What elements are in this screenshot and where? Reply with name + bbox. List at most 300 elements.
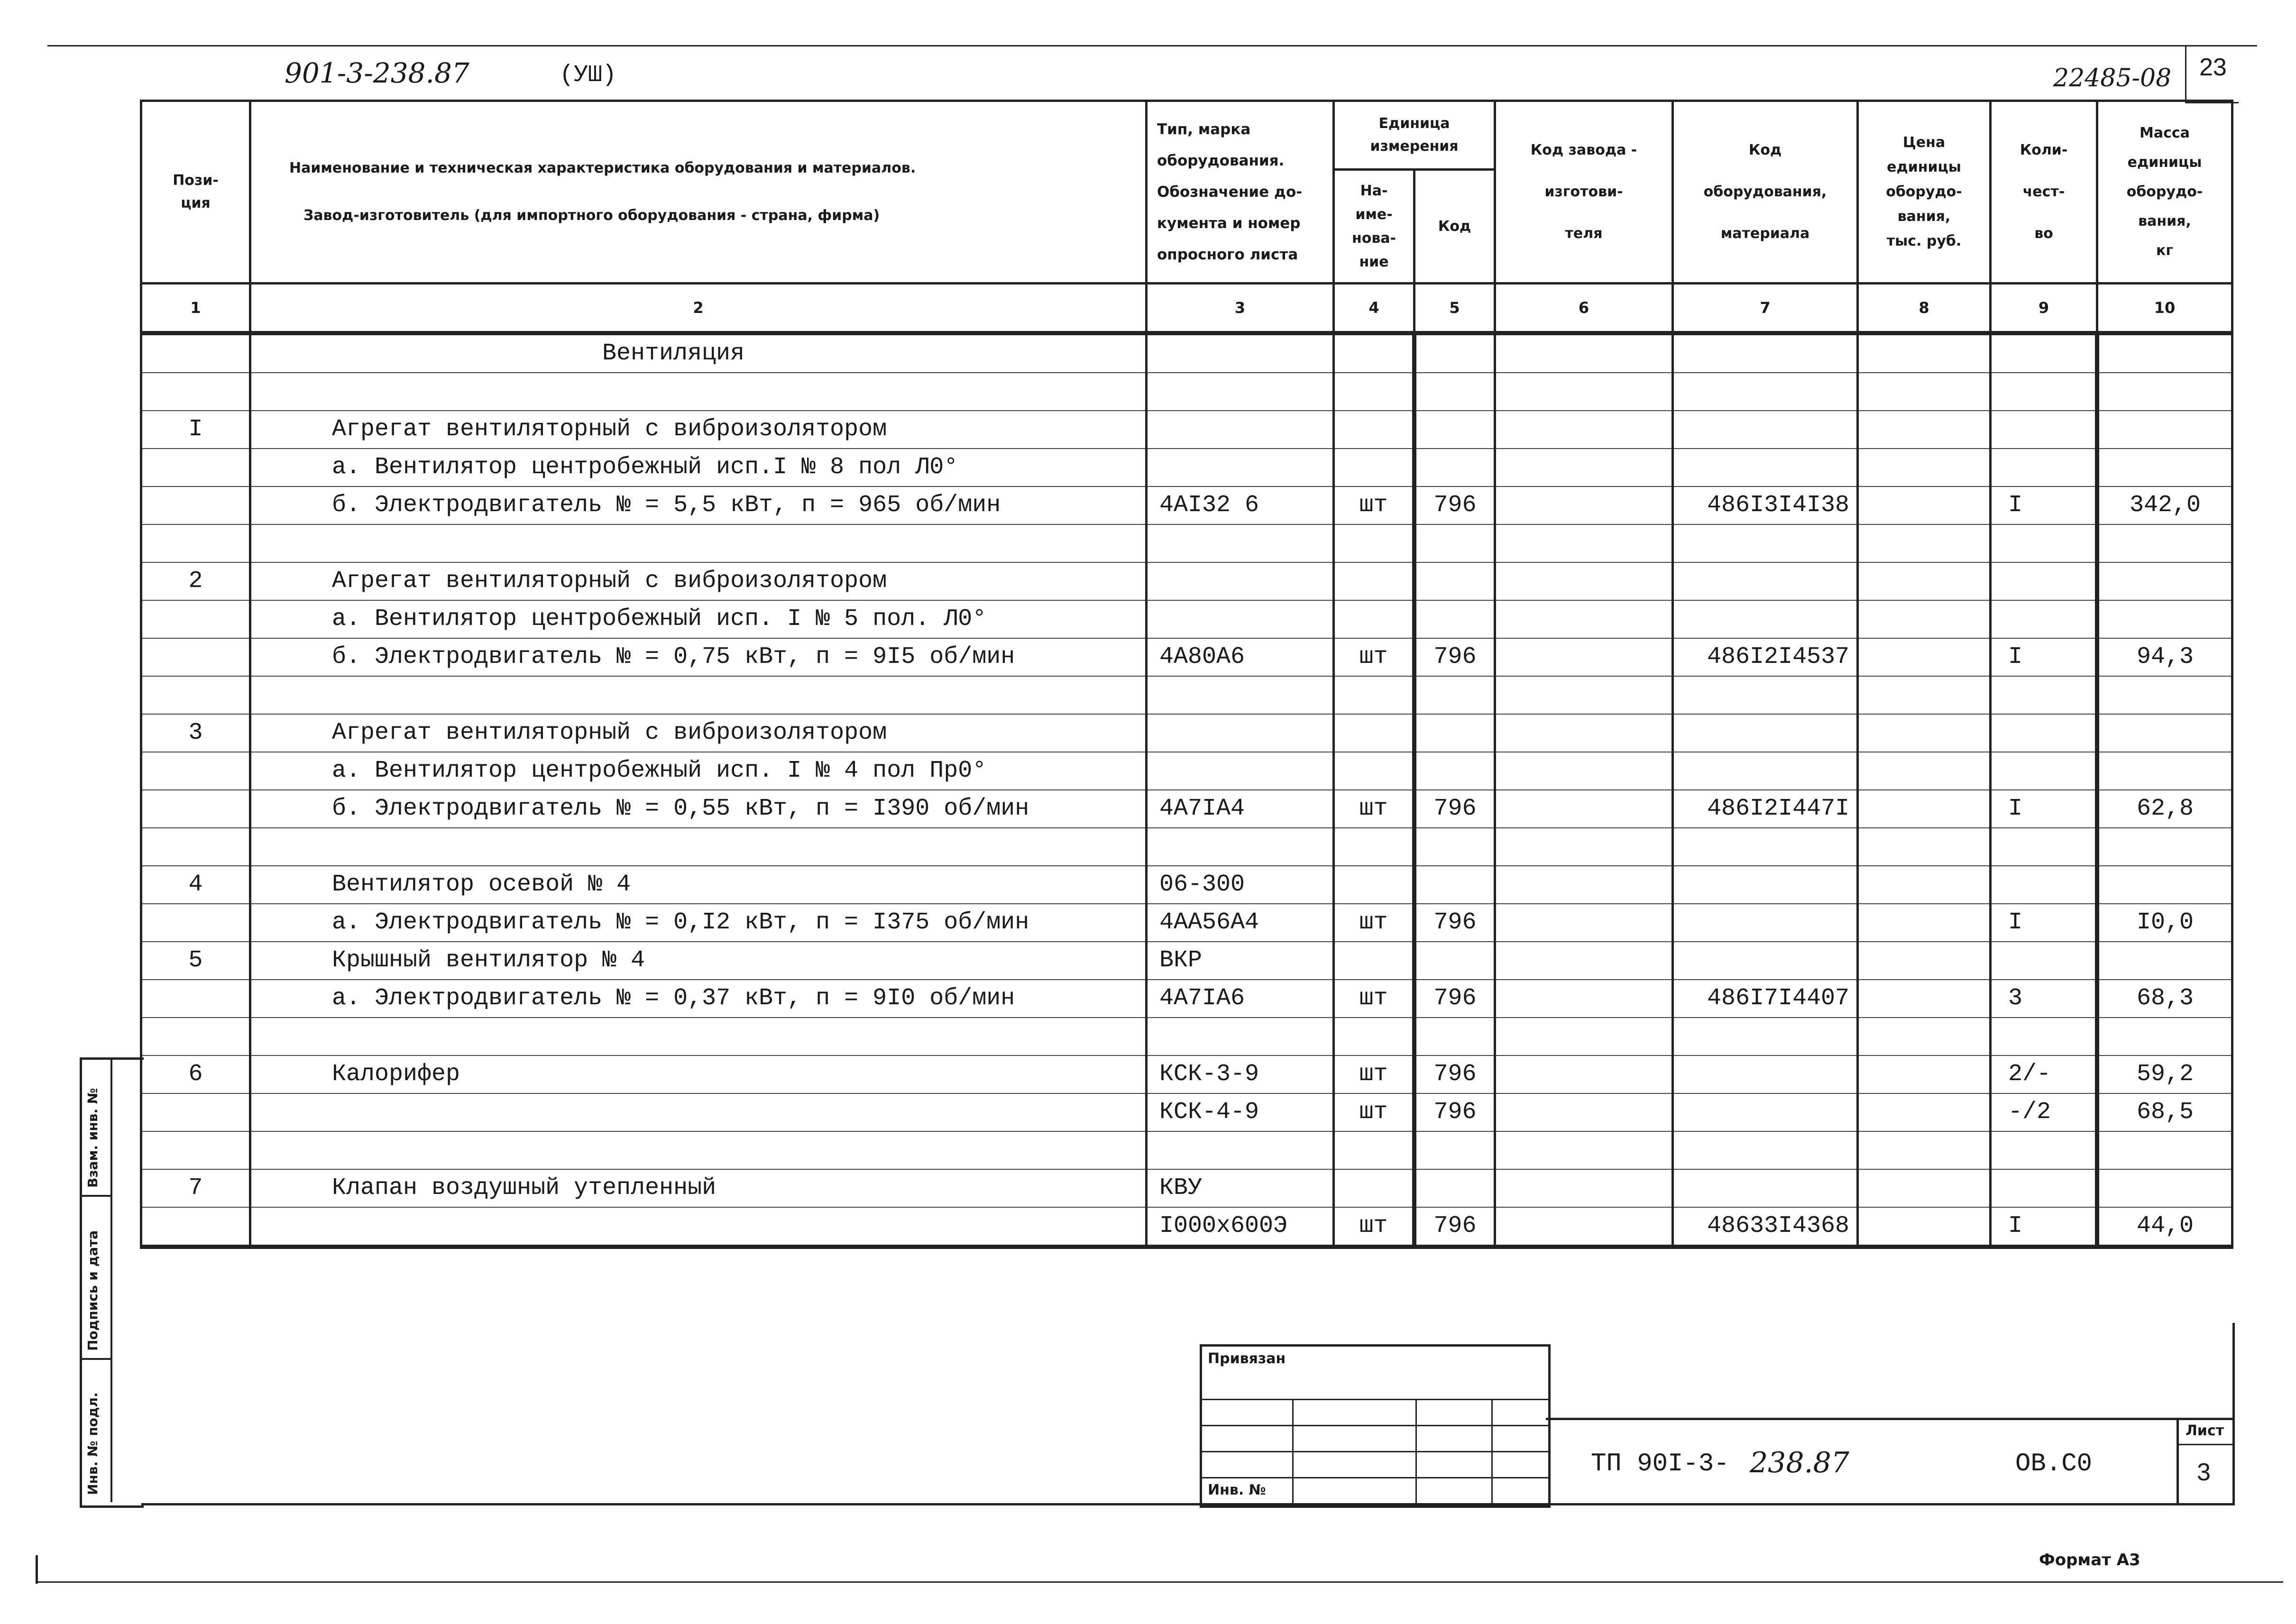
cell-mass (2097, 866, 2232, 904)
table-row (141, 600, 2232, 638)
cell-pos (141, 752, 250, 790)
cell-code: 796 (1414, 1055, 1495, 1093)
cell-price (1858, 1131, 1991, 1169)
cell-eq-code (1673, 714, 1858, 752)
cell-code (1414, 942, 1495, 980)
cell-pos (141, 980, 250, 1018)
cell-eq-code: 48633I4368 (1673, 1207, 1858, 1247)
cell-mass: 342,0 (2097, 486, 2232, 524)
cell-mass (2097, 333, 2232, 373)
cell-type (1147, 449, 1334, 486)
cell-name (250, 676, 1147, 714)
cell-type (1147, 373, 1334, 411)
cell-type (1147, 524, 1334, 562)
cell-name (250, 524, 1147, 562)
cell-mass: 59,2 (2097, 1055, 2232, 1093)
cell-unit (1334, 1018, 1414, 1055)
table-row (141, 904, 2232, 942)
table-row (141, 752, 2232, 790)
sheet-box (2177, 1418, 2233, 1503)
cell-plant (1495, 524, 1673, 562)
cell-code (1414, 1169, 1495, 1207)
cell-qty (1991, 1131, 2097, 1169)
cell-pos (141, 828, 250, 866)
cell-eq-code (1673, 524, 1858, 562)
section-code: ОВ.С0 (2015, 1450, 2093, 1478)
cell-unit (1334, 942, 1414, 980)
cell-unit: шт (1334, 980, 1414, 1018)
attached-label: Привязан (1208, 1350, 1286, 1367)
cell-mass (2097, 714, 2232, 752)
cell-pos (141, 333, 250, 373)
cell-type: 4АА56А4 (1147, 904, 1334, 942)
cell-plant (1495, 714, 1673, 752)
left-margin-line (36, 1555, 38, 1584)
cell-pos: 2 (141, 562, 250, 600)
cell-eq-code (1673, 449, 1858, 486)
cell-pos (141, 600, 250, 638)
cell-unit (1334, 411, 1414, 449)
cell-price (1858, 828, 1991, 866)
table-row (141, 449, 2232, 486)
cell-code (1414, 600, 1495, 638)
attachment-stamp (1200, 1344, 1551, 1508)
cell-type: 4А7IА4 (1147, 790, 1334, 828)
table-row (141, 562, 2232, 600)
cell-code (1414, 1131, 1495, 1169)
cell-plant (1495, 1207, 1673, 1247)
cell-unit (1334, 752, 1414, 790)
cell-qty (1991, 411, 2097, 449)
cell-qty (1991, 562, 2097, 600)
cell-name: Крышный вентилятор № 4 (250, 942, 1147, 980)
cell-pos: 3 (141, 714, 250, 752)
cell-type (1147, 1131, 1334, 1169)
table-row (141, 411, 2232, 449)
cell-qty: I (1991, 904, 2097, 942)
cell-price (1858, 866, 1991, 904)
cell-price (1858, 942, 1991, 980)
cell-type (1147, 411, 1334, 449)
cell-name (250, 1131, 1147, 1169)
specification-rows (141, 333, 2232, 1247)
cell-type (1147, 600, 1334, 638)
cell-qty (1991, 373, 2097, 411)
cell-type: 4А7IА6 (1147, 980, 1334, 1018)
cell-price (1858, 411, 1991, 449)
cell-code: 796 (1414, 1093, 1495, 1131)
cell-price (1858, 980, 1991, 1018)
volume-mark: (УШ) (560, 62, 617, 89)
cell-mass (2097, 600, 2232, 638)
cell-code (1414, 828, 1495, 866)
cell-code: 796 (1414, 790, 1495, 828)
cell-unit: шт (1334, 638, 1414, 676)
signature-date-label: Подпись и дата (85, 1230, 101, 1351)
cell-type: I000х600Э (1147, 1207, 1334, 1247)
cell-mass (2097, 676, 2232, 714)
cell-code (1414, 373, 1495, 411)
cell-unit (1334, 524, 1414, 562)
cell-name: Вентилятор осевой № 4 (250, 866, 1147, 904)
cell-eq-code (1673, 866, 1858, 904)
cell-eq-code (1673, 1018, 1858, 1055)
cell-mass (2097, 1131, 2232, 1169)
table-row (141, 373, 2232, 411)
cell-mass: 68,3 (2097, 980, 2232, 1018)
cell-code: 796 (1414, 486, 1495, 524)
cell-plant (1495, 980, 1673, 1018)
cell-mass (2097, 1169, 2232, 1207)
cell-pos (141, 790, 250, 828)
cell-unit (1334, 676, 1414, 714)
cell-plant (1495, 600, 1673, 638)
table-row (141, 486, 2232, 524)
cell-qty (1991, 333, 2097, 373)
cell-unit (1334, 714, 1414, 752)
header-unit-code: Код (1414, 170, 1495, 284)
cell-plant (1495, 1055, 1673, 1093)
cell-qty (1991, 714, 2097, 752)
cell-name: б. Электродвигатель № = 5,5 кВт, п = 965 об/мин (250, 486, 1147, 524)
cell-price (1858, 1018, 1991, 1055)
cell-unit: шт (1334, 790, 1414, 828)
cell-eq-code (1673, 1055, 1858, 1093)
cell-pos (141, 1018, 250, 1055)
cell-type: 06-300 (1147, 866, 1334, 904)
cell-unit (1334, 333, 1414, 373)
cell-qty (1991, 1018, 2097, 1055)
table-row (141, 1131, 2232, 1169)
cell-eq-code (1673, 333, 1858, 373)
cell-code (1414, 562, 1495, 600)
cell-plant (1495, 676, 1673, 714)
cell-qty (1991, 449, 2097, 486)
cell-price (1858, 333, 1991, 373)
cell-qty (1991, 828, 2097, 866)
original-inventory-cell (82, 1360, 112, 1502)
cell-type: КСК-3-9 (1147, 1055, 1334, 1093)
cell-qty (1991, 1169, 2097, 1207)
cell-plant (1495, 638, 1673, 676)
table-row (141, 1055, 2232, 1093)
cell-mass (2097, 411, 2232, 449)
cell-pos (141, 1207, 250, 1247)
format-label: Формат А3 (2039, 1551, 2140, 1569)
cell-code (1414, 411, 1495, 449)
cell-eq-code (1673, 562, 1858, 600)
cell-price (1858, 373, 1991, 411)
cell-eq-code (1673, 752, 1858, 790)
cell-type: ВКР (1147, 942, 1334, 980)
cell-price (1858, 1169, 1991, 1207)
cell-type (1147, 333, 1334, 373)
cell-qty (1991, 752, 2097, 790)
cell-type (1147, 1018, 1334, 1055)
cell-price (1858, 714, 1991, 752)
cell-qty (1991, 942, 2097, 980)
sheet-number: 3 (2197, 1459, 2211, 1486)
inventory-label: Инв. № (1208, 1482, 1266, 1498)
cell-unit (1334, 1169, 1414, 1207)
cell-mass (2097, 524, 2232, 562)
cell-name (250, 1207, 1147, 1247)
cell-price (1858, 449, 1991, 486)
cell-pos: 4 (141, 866, 250, 904)
cell-mass: 68,5 (2097, 1093, 2232, 1131)
cell-name (250, 1093, 1147, 1131)
cell-name: а. Вентилятор центробежный исп. I № 4 пол Пр0° (250, 752, 1147, 790)
cell-pos (141, 486, 250, 524)
cell-name: б. Электродвигатель № = 0,75 кВт, п = 9I5 об/мин (250, 638, 1147, 676)
cell-unit (1334, 866, 1414, 904)
cell-qty (1991, 600, 2097, 638)
cell-plant (1495, 373, 1673, 411)
cell-plant (1495, 486, 1673, 524)
cell-code (1414, 866, 1495, 904)
cell-price (1858, 600, 1991, 638)
cell-code (1414, 676, 1495, 714)
cell-code (1414, 333, 1495, 373)
cell-type (1147, 828, 1334, 866)
header-unit-name: На- име- нова- ние (1334, 170, 1414, 284)
cell-plant (1495, 828, 1673, 866)
cell-eq-code: 486I3I4I38 (1673, 486, 1858, 524)
table-row (141, 524, 2232, 562)
cell-unit (1334, 449, 1414, 486)
header-quantity: Коли- чест- во (1991, 101, 2097, 284)
cell-name (250, 828, 1147, 866)
table-row (141, 866, 2232, 904)
cell-eq-code (1673, 942, 1858, 980)
cell-qty: -/2 (1991, 1093, 2097, 1131)
header-price: Цена единицы оборудо- вания, тыс. руб. (1858, 101, 1991, 284)
cell-price (1858, 562, 1991, 600)
header-name: Наименование и техническая характеристика оборудования и материалов. Завод-изготовитель (для импортного оборудования - страна, фирма) (250, 101, 1147, 284)
cell-qty: 3 (1991, 980, 2097, 1018)
cell-price (1858, 752, 1991, 790)
signature-date-cell (82, 1197, 112, 1360)
cell-mass (2097, 942, 2232, 980)
cell-price (1858, 904, 1991, 942)
cell-mass (2097, 373, 2232, 411)
column-number-row: 1 2 3 4 5 6 7 8 9 10 (141, 284, 2232, 333)
cell-qty: I (1991, 638, 2097, 676)
cell-price (1858, 524, 1991, 562)
table-row (141, 942, 2232, 980)
cell-type (1147, 676, 1334, 714)
cell-name: а. Вентилятор центробежный исп. I № 5 пол. Л0° (250, 600, 1147, 638)
sheet-label: Лист (2186, 1422, 2224, 1439)
cell-plant (1495, 449, 1673, 486)
cell-mass (2097, 752, 2232, 790)
header-position: Пози- ция (141, 101, 250, 284)
cell-plant (1495, 752, 1673, 790)
replacement-inventory-cell (82, 1060, 112, 1197)
cell-price (1858, 638, 1991, 676)
cell-eq-code (1673, 600, 1858, 638)
cell-qty: 2/- (1991, 1055, 2097, 1093)
cell-plant (1495, 1131, 1673, 1169)
cell-eq-code (1673, 904, 1858, 942)
cell-price (1858, 486, 1991, 524)
cell-plant (1495, 866, 1673, 904)
cell-qty (1991, 524, 2097, 562)
cell-code: 796 (1414, 904, 1495, 942)
cell-unit: шт (1334, 1207, 1414, 1247)
cell-name: Вентиляция (250, 333, 1147, 373)
cell-type: КВУ (1147, 1169, 1334, 1207)
cell-code (1414, 714, 1495, 752)
cell-mass (2097, 1018, 2232, 1055)
cell-type: 4А80А6 (1147, 638, 1334, 676)
cell-pos: I (141, 411, 250, 449)
cell-eq-code: 486I2I447I (1673, 790, 1858, 828)
cell-pos (141, 449, 250, 486)
cell-name: а. Электродвигатель № = 0,37 кВт, п = 9I0 об/мин (250, 980, 1147, 1018)
cell-pos (141, 904, 250, 942)
title-block (1546, 1418, 2233, 1505)
cell-plant (1495, 562, 1673, 600)
cell-pos (141, 1131, 250, 1169)
cell-price (1858, 790, 1991, 828)
cell-pos: 6 (141, 1055, 250, 1093)
cell-unit (1334, 562, 1414, 600)
cell-name: Калорифер (250, 1055, 1147, 1093)
cell-eq-code (1673, 828, 1858, 866)
cell-plant (1495, 790, 1673, 828)
cell-name: б. Электродвигатель № = 0,55 кВт, п = I390 об/мин (250, 790, 1147, 828)
cell-unit (1334, 600, 1414, 638)
cell-plant (1495, 411, 1673, 449)
original-inventory-label: Инв. № подл. (85, 1392, 101, 1495)
cell-unit: шт (1334, 904, 1414, 942)
approval-strip (80, 1057, 144, 1508)
cell-code (1414, 752, 1495, 790)
bottom-border-line (36, 1581, 2283, 1583)
cell-eq-code (1673, 676, 1858, 714)
header-equipment-code: Код оборудования, материала (1673, 101, 1858, 284)
cell-pos (141, 676, 250, 714)
table-row (141, 638, 2232, 676)
cell-name (250, 373, 1147, 411)
cell-plant (1495, 1093, 1673, 1131)
cell-name (250, 1018, 1147, 1055)
document-code-handwritten: 238.87 (1750, 1446, 1849, 1479)
cell-name: Агрегат вентиляторный с виброизолятором (250, 714, 1147, 752)
table-row (141, 1093, 2232, 1131)
cell-pos: 7 (141, 1169, 250, 1207)
cell-type (1147, 752, 1334, 790)
cell-qty (1991, 676, 2097, 714)
cell-pos (141, 373, 250, 411)
cell-unit (1334, 373, 1414, 411)
equipment-specification-table (140, 100, 2233, 1249)
cell-mass: 44,0 (2097, 1207, 2232, 1247)
cell-name: Клапан воздушный утепленный (250, 1169, 1147, 1207)
cell-price (1858, 1055, 1991, 1093)
table-row (141, 333, 2232, 373)
cell-eq-code (1673, 373, 1858, 411)
cell-mass (2097, 828, 2232, 866)
cell-mass (2097, 449, 2232, 486)
top-border-line (47, 45, 2257, 46)
header-type: Тип, марка оборудования. Обозначение до- кумента и номер опросного листа (1147, 101, 1334, 284)
cell-plant (1495, 1169, 1673, 1207)
table-row (141, 1169, 2232, 1207)
table-row (141, 714, 2232, 752)
handwritten-doc-code: 901-3-238.87 (285, 57, 469, 89)
replacement-inventory-label: Взам. инв. № (85, 1088, 101, 1188)
page-number: 23 (2199, 54, 2227, 81)
table-row (141, 980, 2232, 1018)
cell-price (1858, 676, 1991, 714)
table-row (141, 676, 2232, 714)
cell-mass: 62,8 (2097, 790, 2232, 828)
cell-plant (1495, 1018, 1673, 1055)
cell-eq-code (1673, 1093, 1858, 1131)
document-code-prefix: ТП 90I-3- (1591, 1450, 1729, 1478)
cell-name: а. Вентилятор центробежный исп.I № 8 пол Л0° (250, 449, 1147, 486)
cell-pos (141, 638, 250, 676)
header-unit-group: Единица измерения (1334, 101, 1495, 170)
cell-name: а. Электродвигатель № = 0,I2 кВт, п = I375 об/мин (250, 904, 1147, 942)
cell-name: Агрегат вентиляторный с виброизолятором (250, 411, 1147, 449)
cell-type: КСК-4-9 (1147, 1093, 1334, 1131)
cell-pos: 5 (141, 942, 250, 980)
table-row (141, 790, 2232, 828)
cell-code (1414, 524, 1495, 562)
cell-pos (141, 1093, 250, 1131)
cell-qty (1991, 866, 2097, 904)
cell-unit (1334, 1131, 1414, 1169)
cell-price (1858, 1207, 1991, 1247)
cell-mass (2097, 562, 2232, 600)
cell-unit: шт (1334, 1055, 1414, 1093)
handwritten-inventory-number: 22485-08 (2053, 64, 2172, 92)
table-row (141, 1207, 2232, 1247)
cell-qty: I (1991, 486, 2097, 524)
table-row (141, 828, 2232, 866)
cell-code (1414, 449, 1495, 486)
cell-eq-code: 486I2I4537 (1673, 638, 1858, 676)
table-row (141, 1018, 2232, 1055)
cell-code: 796 (1414, 980, 1495, 1018)
cell-type (1147, 562, 1334, 600)
cell-pos (141, 524, 250, 562)
cell-plant (1495, 942, 1673, 980)
cell-mass: 94,3 (2097, 638, 2232, 676)
cell-price (1858, 1093, 1991, 1131)
cell-name: Агрегат вентиляторный с виброизолятором (250, 562, 1147, 600)
cell-code: 796 (1414, 1207, 1495, 1247)
cell-qty: I (1991, 790, 2097, 828)
header-plant-code: Код завода - изготови- теля (1495, 101, 1673, 284)
cell-type (1147, 714, 1334, 752)
cell-unit: шт (1334, 1093, 1414, 1131)
cell-plant (1495, 333, 1673, 373)
cell-mass: I0,0 (2097, 904, 2232, 942)
cell-unit (1334, 828, 1414, 866)
cell-code: 796 (1414, 638, 1495, 676)
cell-eq-code (1673, 1131, 1858, 1169)
cell-unit: шт (1334, 486, 1414, 524)
cell-eq-code (1673, 1169, 1858, 1207)
cell-eq-code (1673, 411, 1858, 449)
header-mass: Масса единицы оборудо- вания, кг (2097, 101, 2232, 284)
cell-qty: I (1991, 1207, 2097, 1247)
cell-plant (1495, 904, 1673, 942)
